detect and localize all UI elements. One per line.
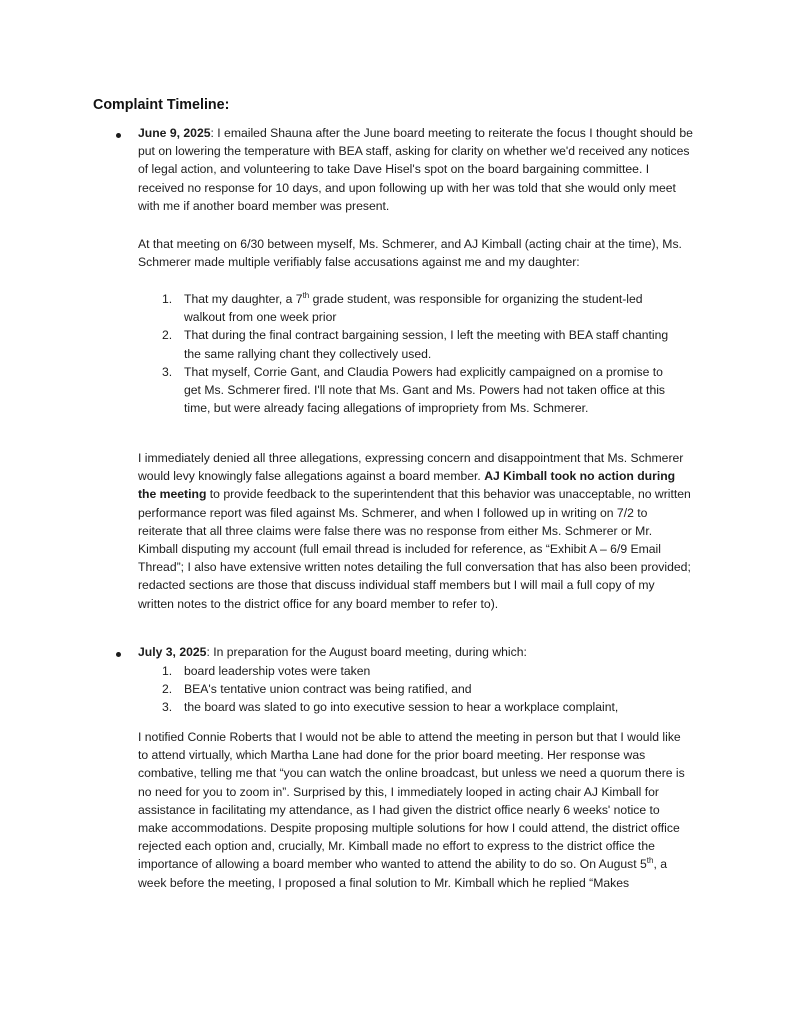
entry-date: July 3, 2025: [138, 645, 207, 659]
list-item: [162, 326, 682, 362]
list-text: the board was slated to go into executive session to hear a workplace complaint,: [184, 700, 619, 715]
list-item: [162, 290, 682, 326]
attendance-text: I notified Connie Roberts that I would not be able to attend the meeting in person but that I would like to attend virtually, which Martha Lane had done for the prior board meeting. Her response was combative, telling me that “you can watch the online broadcast, but unless we need a quorum there is no need for you to zoom in”. Surprised by this, I immediately looped in acting chair AJ Kimball for assistance in facilitating my attendance, as I had given the district office nearly 6 weeks' notice to make accommodations. Despite proposing multiple solutions for how I could attend, the district office rejected each option and, crucially, Mr. Kimball made no effort to express to the district office the importance of allowing a board member who wanted to attend the ability to do so. On August 5: [138, 730, 685, 872]
timeline-entry-june-9: [138, 124, 696, 215]
list-text: board leadership votes were taken: [184, 664, 371, 678]
list-number: 1.: [162, 664, 173, 678]
bullet-icon: [116, 652, 121, 657]
list-text: That my daughter, a 7: [184, 292, 303, 306]
list-item: [162, 680, 702, 698]
list-number: 2.: [162, 328, 173, 343]
denial-text: to provide feedback to the superintendent that this behavior was unacceptable, no written performance report was filed against Ms. Schmerer, and when I followed up in writing on 7/2 to reiterate that all three claims were false there was no response from either Ms. Schmerer or Mr. Kimball disputing my account (full email thread is included for reference, as “Exhibit A – 6/9 Email Thread”; I also have extensive written notes detailing the full conversation that has also been provided; redacted sections are those that discuss individual staff members but I will mail a full copy of my written notes to the district office for any board member to refer to).: [138, 487, 691, 611]
entry-intro: : In preparation for the August board meeting, during which:: [206, 645, 527, 659]
list-number: 3.: [162, 700, 173, 715]
list-item: [162, 698, 702, 716]
denial-emphasis: AJ Kimball took no action during the meeting: [138, 469, 676, 502]
attendance-paragraph: [138, 728, 692, 892]
list-text: grade student, was responsible for organizing the student-led walkout from one week prior: [184, 292, 643, 325]
page-title: Complaint Timeline:: [93, 97, 230, 113]
list-item: [162, 363, 682, 418]
list-number: 3.: [162, 364, 173, 379]
allegations-list: [162, 290, 682, 417]
list-item: [162, 662, 702, 680]
list-number: 1.: [162, 292, 173, 306]
superscript: th: [646, 856, 654, 866]
entry-intro: : I emailed Shauna after the June board meeting to reiterate the focus I thought should be put on lowering the temperature with BEA staff, asking for clarity on whether we'd received any notices of legal action, and volunteering to take Dave Hisel's spot on the board bargaining committee. I received no response for 10 days, and upon following up with her was told that she would only meet with me if another board member was present.: [138, 126, 693, 213]
bullet-icon: [116, 133, 121, 138]
list-text: BEA's tentative union contract was being ratified, and: [184, 682, 472, 697]
list-text: That during the final contract bargaining session, I left the meeting with BEA staff chanting the same rallying chant they collectively used.: [184, 328, 669, 361]
timeline-entry-july-3: [138, 643, 696, 661]
superscript: th: [302, 290, 310, 300]
meeting-paragraph: At that meeting on 6/30 between myself, Ms. Schmerer, and AJ Kimball (acting chair at the time), Ms. Schmerer made multiple verifiably false accusations against me and my daughter:: [138, 237, 682, 270]
attendance-text: , a week before the meeting, I proposed a final solution to Mr. Kimball which he replied “Makes: [138, 857, 668, 890]
list-number: 2.: [162, 682, 173, 697]
denial-text: I immediately denied all three allegations, expressing concern and disappointment that Ms. Schmerer would levy knowingly false allegations against a board member.: [138, 451, 684, 484]
entry-date: June 9, 2025: [138, 126, 211, 140]
denial-paragraph: [138, 449, 692, 613]
meeting-items-list: [162, 662, 702, 717]
list-text: That myself, Corrie Gant, and Claudia Powers had explicitly campaigned on a promise to get Ms. Schmerer fired. I'll note that Ms. Gant and Ms. Powers had not taken office at this time, but were already facing allegations of impropriety from Ms. Schmerer.: [184, 364, 666, 416]
